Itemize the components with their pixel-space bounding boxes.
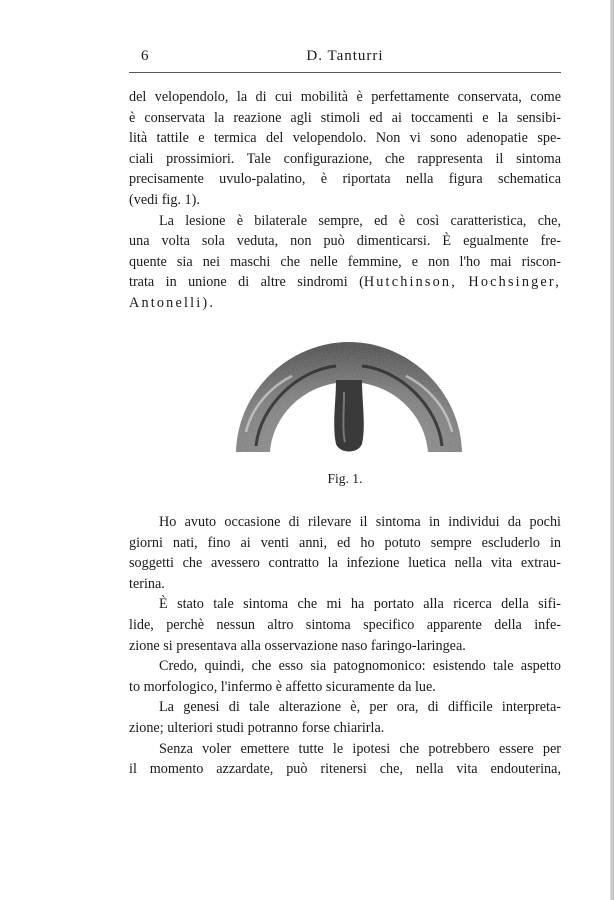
paragraph-5 — [129, 656, 561, 697]
text-line: zione; ulteriori studi potranno forse chiarirla. — [129, 719, 385, 736]
text-line: Ho avuto occasione di rilevare il sintoma in individui da pochi — [159, 514, 561, 530]
text-line: il momento azzardate, può ritenersi che, nella vita endouterina, — [129, 761, 561, 778]
running-title: D. Tanturri — [306, 48, 384, 64]
author-name: Hutchinson, — [363, 274, 457, 291]
text-line-with-names — [129, 272, 561, 293]
paragraph-3 — [129, 512, 561, 594]
text-line: soggetti che avessero contratto la infezione luetica nella vita extrau- — [129, 555, 561, 572]
text-line: è conservata la reazione agli stimoli ed ai toccamenti e la sensibi- — [129, 109, 561, 126]
text-line: precisamente uvulo-palatino, è riportata nella figura schematica — [129, 171, 561, 188]
author-name-line: Antonelli). — [129, 294, 216, 311]
text-line: quente sia nei maschi che nelle femmine, e non l'ho mai riscon- — [129, 253, 561, 270]
text-line: La genesi di tale alterazione è, per ora, di difficile interpreta- — [159, 699, 561, 716]
text-line: lità tattile e termica del velopendolo. Non vi sono adenopatie spe- — [129, 130, 561, 147]
text-line: una volta sola veduta, non può dimenticarsi. È egualmente fre- — [129, 233, 561, 250]
paragraph-1 — [129, 87, 561, 211]
text-line: È stato tale sintoma che mi ha portato alla ricerca della sifi- — [159, 596, 561, 613]
text-block-bottom — [129, 512, 561, 780]
text-line: lide, perchè nessun altro sintoma specifico apparente della infe- — [129, 616, 561, 633]
uvula — [334, 380, 364, 452]
author-name: Hochsinger, — [468, 274, 562, 291]
text-line: Credo, quindi, che esso sia patognomonico: esistendo tale aspetto — [159, 658, 561, 675]
text-line: Senza voler emettere tutte le ipotesi che potrebbero essere per — [159, 740, 561, 757]
figure-caption: Fig. 1. — [327, 471, 363, 486]
text-block-top — [129, 87, 561, 314]
page-number: 6 — [141, 48, 149, 64]
text-run: trata in unione di altre sindromi ( — [129, 274, 364, 291]
text-line: (vedi fig. 1). — [129, 191, 200, 208]
paragraph-4 — [129, 594, 561, 656]
text-line: terina. — [129, 575, 165, 592]
text-line: to morfologico, l'infermo è affetto sicuramente da lue. — [129, 678, 436, 695]
palate-figure — [232, 336, 466, 458]
text-line: ciali prossimiori. Tale configurazione, che rappresenta il sintoma — [129, 150, 561, 167]
text-line: La lesione è bilaterale sempre, ed è così caratteristica, che, — [159, 212, 561, 229]
header-rule — [129, 72, 561, 73]
text-line: giorni nati, fino ai venti anni, ed ho potuto sempre escluderlo in — [129, 534, 561, 551]
paragraph-7 — [129, 739, 561, 780]
paragraph-2 — [129, 211, 561, 314]
text-line: zione si presentava alla osservazione naso faringo-laringea. — [129, 637, 466, 654]
page-header — [129, 48, 561, 70]
paragraph-6 — [129, 697, 561, 738]
page-edge — [610, 0, 614, 900]
text-line: del velopendolo, la di cui mobilità è perfettamente conservata, come — [129, 89, 561, 105]
